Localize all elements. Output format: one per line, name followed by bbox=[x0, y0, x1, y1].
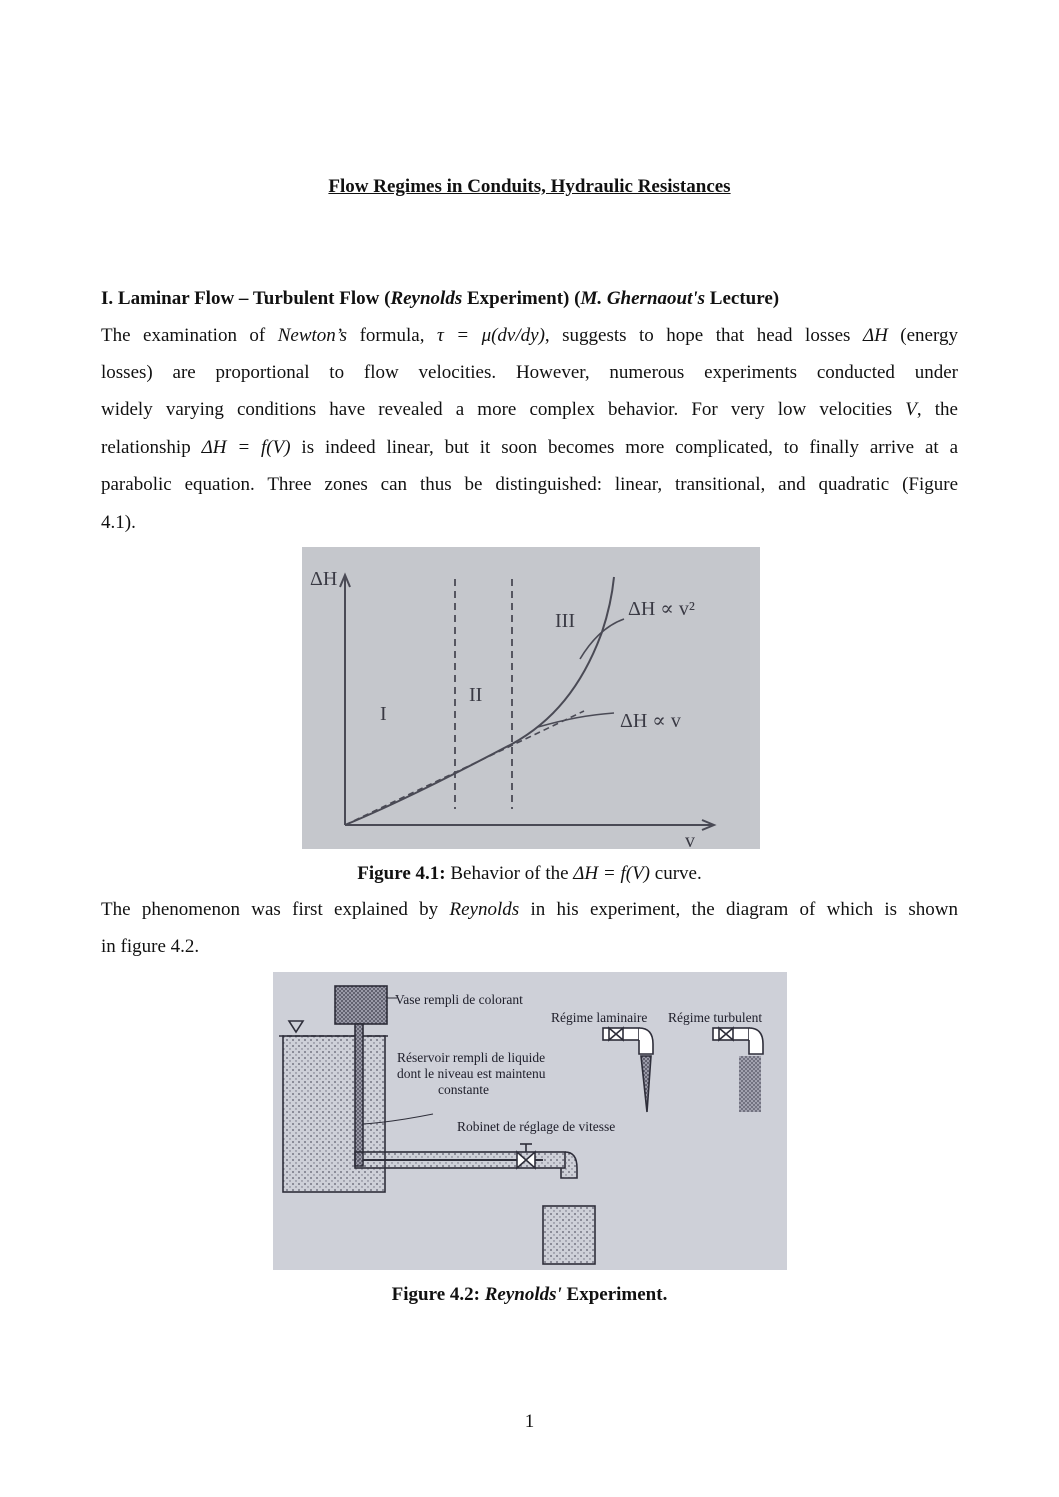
text-run: formula, bbox=[347, 325, 437, 346]
para1-line5: parabolic equation. Three zones can thus be distinguished: linear, transitional, and quadratic (Figure bbox=[101, 474, 958, 495]
text-run: Behavior of the bbox=[445, 863, 574, 884]
label-laminar: Régime laminaire bbox=[551, 1010, 648, 1025]
turbulent-tap-elbow bbox=[749, 1028, 763, 1054]
page-number: 1 bbox=[524, 1411, 535, 1432]
heading-author: M. Ghernaout's bbox=[580, 288, 706, 309]
water-level-symbol bbox=[289, 1021, 303, 1032]
heading-suffix: Lecture) bbox=[705, 288, 780, 309]
relationship-formula: ΔH = f(V) bbox=[201, 437, 291, 458]
dye-vase bbox=[335, 986, 387, 1024]
laminar-stream bbox=[641, 1056, 651, 1112]
text-run: Experiment. bbox=[561, 1284, 668, 1305]
label-reservoir-3: constante bbox=[438, 1082, 489, 1097]
zone-label-2: II bbox=[469, 684, 483, 706]
label-valve: Robinet de réglage de vitesse bbox=[457, 1119, 616, 1134]
text-run: The phenomenon was first explained by bbox=[101, 899, 450, 920]
caption-label: Figure 4.1: bbox=[357, 863, 446, 884]
newton-formula: τ = μ(dv/dy) bbox=[436, 325, 545, 346]
figure-4-1-chart bbox=[302, 547, 760, 849]
linear-annotation: ΔH ∝ v bbox=[620, 710, 681, 732]
label-turbulent: Régime turbulent bbox=[668, 1010, 763, 1025]
figure-4-2-caption bbox=[0, 1284, 1059, 1306]
caption-reynolds: Reynolds' bbox=[484, 1284, 562, 1305]
heading-reynolds: Reynolds bbox=[390, 288, 463, 309]
label-reservoir-1: Réservoir rempli de liquide bbox=[397, 1050, 546, 1065]
heading-prefix: I. Laminar Flow – Turbulent Flow ( bbox=[101, 288, 391, 309]
chart-svg bbox=[302, 547, 760, 849]
para1-line4 bbox=[101, 437, 958, 459]
x-axis-label: v bbox=[685, 830, 695, 849]
heading-mid: Experiment) ( bbox=[462, 288, 581, 309]
section-heading bbox=[101, 288, 779, 310]
para1-line2: losses) are proportional to flow velocities. However, numerous experiments conducted under bbox=[101, 362, 958, 383]
quadratic-annotation: ΔH ∝ v² bbox=[628, 598, 695, 620]
para1-line6: 4.1). bbox=[101, 512, 136, 533]
para1-line3 bbox=[101, 399, 958, 421]
para2-line1 bbox=[101, 899, 958, 921]
linear-asymptote bbox=[345, 711, 584, 825]
zone-label-1: I bbox=[380, 703, 387, 725]
newton-name: Newton’s bbox=[277, 325, 348, 346]
y-axis-label: ΔH bbox=[310, 568, 338, 590]
text-run: is indeed linear, but it soon becomes more complicated, to finally arrive at a bbox=[290, 437, 959, 458]
text-run: in his experiment, the diagram of which is shown bbox=[519, 899, 958, 920]
text-run: , suggests to hope that head losses bbox=[544, 325, 863, 346]
page-title: Flow Regimes in Conduits, Hydraulic Resistances bbox=[328, 176, 731, 197]
reynolds-apparatus-svg bbox=[273, 972, 787, 1270]
quadratic-leader bbox=[580, 619, 624, 659]
text-run: (energy bbox=[887, 325, 958, 346]
turbulent-stream bbox=[739, 1056, 761, 1112]
velocity-symbol: V bbox=[905, 399, 917, 420]
figure-4-1-caption bbox=[0, 863, 1059, 885]
collecting-vessel bbox=[543, 1206, 595, 1264]
para1-line1 bbox=[101, 325, 958, 347]
zone-label-3: III bbox=[555, 610, 575, 632]
text-run: relationship bbox=[101, 437, 202, 458]
caption-formula: ΔH = f(V) bbox=[573, 863, 651, 884]
text-run: , the bbox=[916, 399, 958, 420]
reynolds-name: Reynolds bbox=[449, 899, 520, 920]
caption-label: Figure 4.2: bbox=[391, 1284, 485, 1305]
head-loss-symbol: ΔH bbox=[862, 325, 888, 346]
text-run: The examination of bbox=[101, 325, 278, 346]
figure-4-2-diagram bbox=[273, 972, 787, 1270]
dye-injection-tube bbox=[355, 1024, 363, 1166]
text-run: curve. bbox=[650, 863, 702, 884]
para2-line2: in figure 4.2. bbox=[101, 936, 200, 957]
label-vase: Vase rempli de colorant bbox=[395, 992, 523, 1007]
laminar-tap-elbow bbox=[639, 1028, 653, 1054]
text-run: widely varying conditions have revealed a more complex behavior. For very low velocities bbox=[101, 399, 906, 420]
label-reservoir-2: dont le niveau est maintenu bbox=[397, 1066, 546, 1081]
